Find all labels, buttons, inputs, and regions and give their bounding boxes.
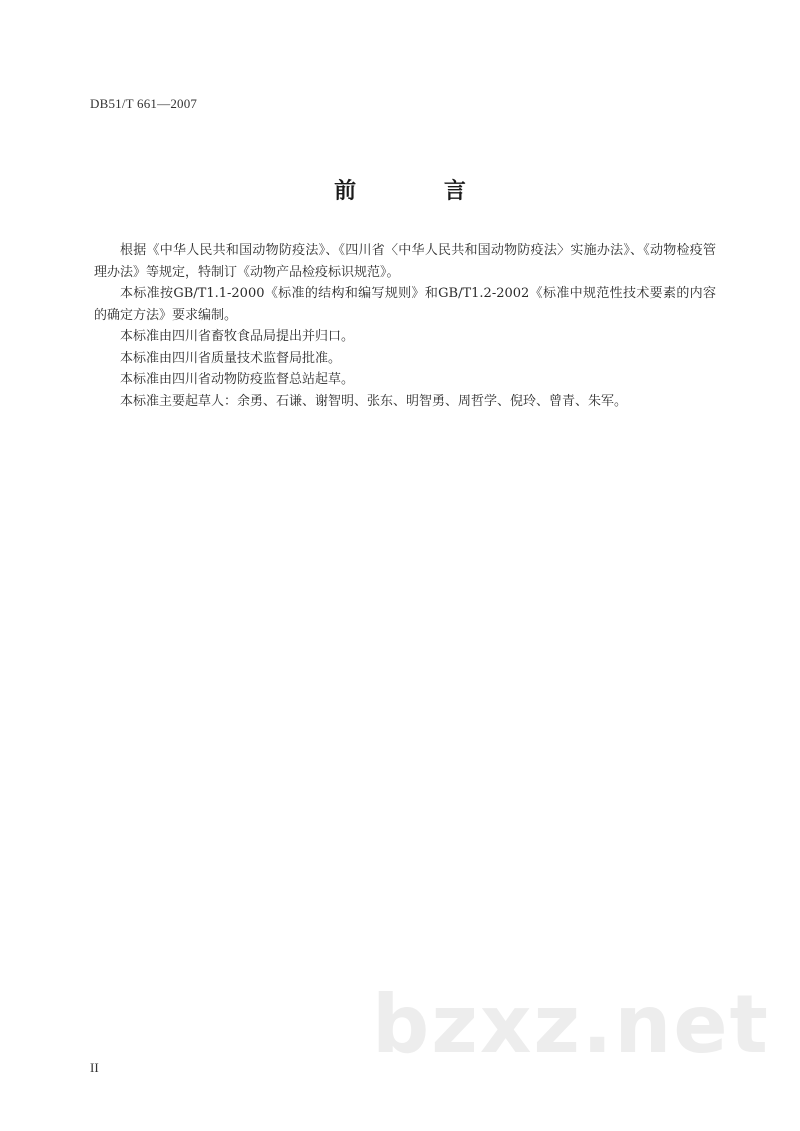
page-number: II (90, 1060, 99, 1075)
paragraph-basis: 根据《中华人民共和国动物防疫法》、《四川省〈中华人民共和国动物防疫法〉实施办法》、《动物检疫管理办法》等规定，特制订《动物产品检疫标识规范》。 (94, 243, 716, 280)
paragraph-drafter-org: 本标准由四川省动物防疫监督总站起草。 (120, 372, 355, 387)
paragraph-drafters: 本标准主要起草人：余勇、石谦、谢智明、张东、明智勇、周哲学、倪玲、曾青、朱军。 (120, 393, 628, 409)
watermark: bzxz.net (372, 978, 770, 1071)
paragraph-approver: 本标准由四川省质量技术监督局批准。 (120, 350, 342, 366)
foreword-body (94, 240, 716, 412)
page-title: 前 言 (334, 179, 506, 204)
paragraph-proposer: 本标准由四川省畜牧食品局提出并归口。 (120, 329, 355, 344)
document-code: DB51/T 661—2007 (90, 96, 198, 111)
paragraph-compilation: 本标准按GB/T1.1-2000《标准的结构和编写规则》和GB/T1.2-2002《标准中规范性技术要素的内容的确定方法》要求编制。 (94, 286, 716, 323)
